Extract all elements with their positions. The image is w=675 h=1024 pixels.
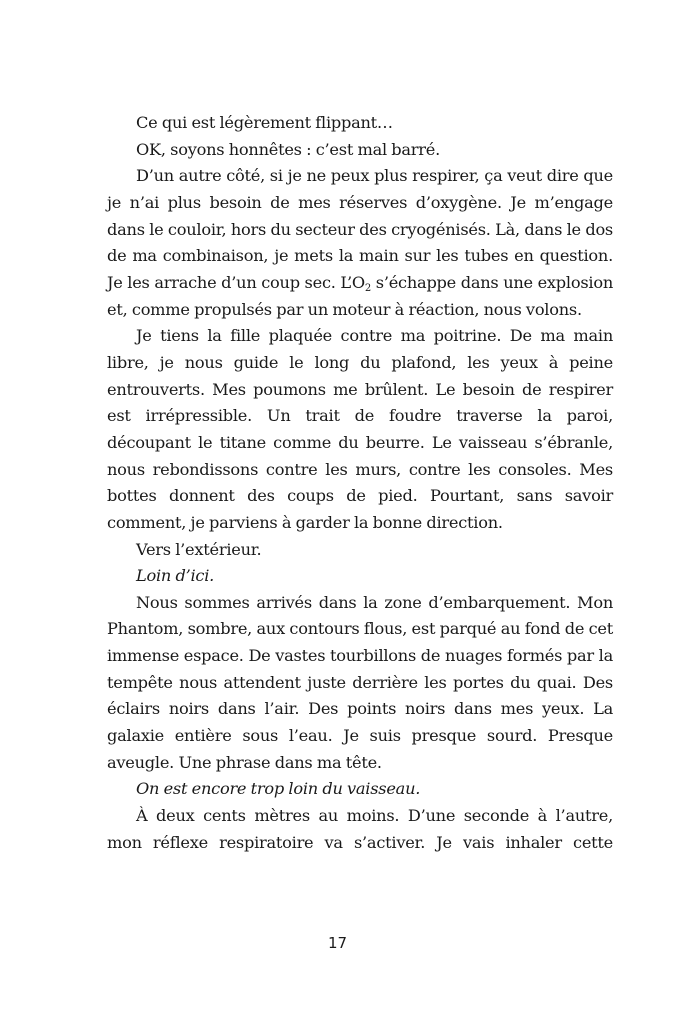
- paragraph: À deux cents mètres au moins. D’une seconde à l’autre, mon réflexe respiratoire va s’activer. Je vais inhaler cette: [107, 806, 613, 852]
- subscript: 2: [364, 282, 372, 294]
- paragraph-italic: Loin d’ici.: [136, 566, 215, 586]
- page-number: 17: [327, 934, 348, 952]
- paragraph: OK, soyons honnêtes : c’est mal barré.: [136, 139, 441, 159]
- paragraph: [107, 163, 613, 323]
- paragraph-text: s’échappe dans une explosion et, comme propulsés par un moteur à réaction, nous volons.: [107, 272, 613, 319]
- paragraph-italic: On est encore trop loin du vaisseau.: [136, 779, 421, 799]
- paragraph: Ce qui est légèrement flippant…: [136, 113, 393, 132]
- paragraph: Nous sommes arrivés dans la zone d’embarquement. Mon Phantom, sombre, aux contours flous, est parqué au fond de cet immense espace. De vastes tourbillons de nuages formés par la tempête nous attendent juste derrière les portes du quai. Des éclairs noirs dans l’air. Des points noirs dans mes yeux. La galaxie entière sous l’eau. Je suis presque sourd. Presque aveugle. Une phrase dans ma tête.: [107, 592, 613, 772]
- paragraph: Je tiens la fille plaquée contre ma poitrine. De ma main libre, je nous guide le long du plafond, les yeux à peine entrouverts. Mes poumons me brûlent. Le besoin de respirer est irrépressible. Un trait de foudre traverse la paroi, découpant le titane comme du beurre. Le vaisseau s’ébranle, nous rebondissons contre les murs, contre les consoles. Mes bottes donnent des coups de pied. Pourtant, sans savoir comment, je parviens à garder la bonne direction.: [107, 326, 613, 532]
- paragraph-text: D’un autre côté, si je ne peux plus respirer, ça veut dire que je n’ai plus besoin de mes réserves d’oxygène. Je m’engage dans le couloir, hors du secteur des cryogénisés. Là, dans le dos de ma combinaison, je mets la main sur les tubes en question. Je les arrache d’un coup sec. L’O: [107, 166, 613, 292]
- body-text: [107, 110, 613, 856]
- paragraph: Vers l’extérieur.: [136, 539, 262, 559]
